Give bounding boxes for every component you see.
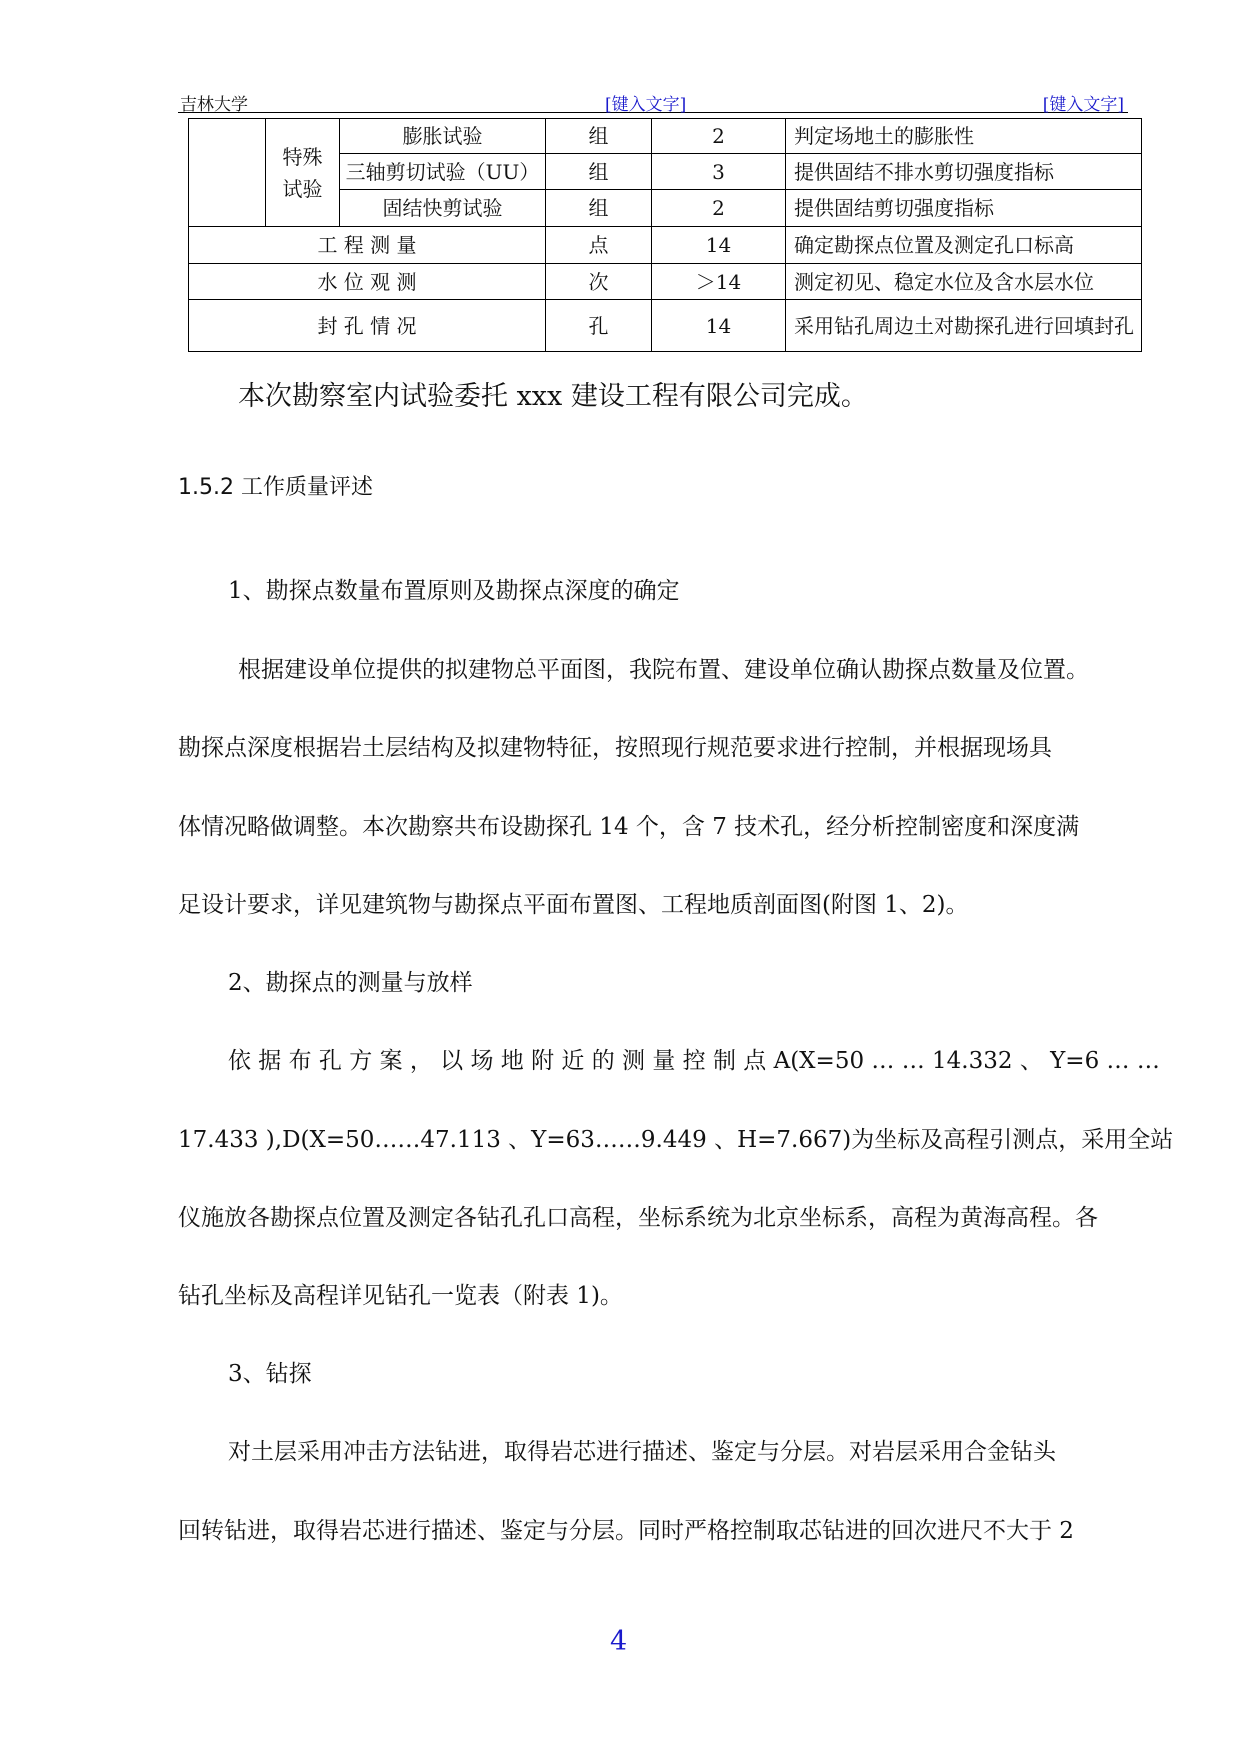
table-cell-purpose: 提供固结剪切强度指标 bbox=[786, 190, 1142, 227]
table-cell-purpose: 采用钻孔周边土对勘探孔进行回填封孔 bbox=[786, 300, 1142, 352]
paragraph-1-line-2: 勘探点深度根据岩土层结构及拟建物特征，按照现行规范要求进行控制，并根据现场具 bbox=[178, 735, 1052, 761]
subsection-heading-3: 3、钻探 bbox=[228, 1361, 312, 1387]
table-cell-item: 封 孔 情 况 bbox=[189, 300, 546, 352]
paragraph-1-line-3: 体情况略做调整。本次勘察共布设勘探孔 14 个，含 7 技术孔，经分析控制密度和深度满 bbox=[178, 814, 1080, 840]
table-cell-item: 水 位 观 测 bbox=[189, 264, 546, 300]
table-cell-unit: 组 bbox=[546, 190, 652, 227]
header-left-text: 吉林大学 bbox=[180, 95, 248, 115]
header-right-placeholder[interactable]: [键入文字] bbox=[1042, 95, 1124, 115]
paragraph-1-line-1: 根据建设单位提供的拟建物总平面图，我院布置、建设单位确认勘探点数量及位置。 bbox=[238, 657, 1089, 683]
paragraph-2-line-1: 依 据 布 孔 方 案 ， 以 场 地 附 近 的 测 量 控 制 点 A(X=50 … … 14.332 、 Y=6 … … bbox=[228, 1048, 1160, 1074]
table-cell-qty: 14 bbox=[652, 300, 786, 352]
page-number: 4 bbox=[610, 1626, 628, 1657]
subsection-heading-1: 1、勘探点数量布置原则及勘探点深度的确定 bbox=[228, 578, 680, 604]
table-cell-unit: 孔 bbox=[546, 300, 652, 352]
table-cell-unit: 点 bbox=[546, 227, 652, 264]
table-cell-item: 工 程 测 量 bbox=[189, 227, 546, 264]
table-cell-qty: 2 bbox=[652, 190, 786, 227]
table-cell-purpose: 提供固结不排水剪切强度指标 bbox=[786, 154, 1142, 190]
paragraph-2-line-4: 钻孔坐标及高程详见钻孔一览表（附表 1)。 bbox=[178, 1283, 623, 1309]
paragraph-1-line-4: 足设计要求，详见建筑物与勘探点平面布置图、工程地质剖面图(附图 1、2)。 bbox=[178, 892, 969, 918]
table-blank-category-cell bbox=[189, 119, 266, 227]
header-center-placeholder[interactable]: [键入文字] bbox=[605, 95, 687, 115]
paragraph-3-line-2: 回转钻进，取得岩芯进行描述、鉴定与分层。同时严格控制取芯钻进的回次进尺不大于 2 bbox=[178, 1518, 1074, 1544]
lab-test-note: 本次勘察室内试验委托 xxx 建设工程有限公司完成。 bbox=[238, 381, 868, 412]
page-header bbox=[178, 90, 1128, 113]
table-cell-unit: 次 bbox=[546, 264, 652, 300]
paragraph-3-line-1: 对土层采用冲击方法钻进，取得岩芯进行描述、鉴定与分层。对岩层采用合金钻头 bbox=[228, 1439, 1056, 1465]
table-cell-purpose: 测定初见、稳定水位及含水层水位 bbox=[786, 264, 1142, 300]
table-cell-item: 固结快剪试验 bbox=[340, 190, 546, 227]
survey-work-table bbox=[188, 118, 1142, 352]
table-cell-qty: 3 bbox=[652, 154, 786, 190]
table-cell-qty: ＞14 bbox=[652, 264, 786, 300]
paragraph-2-line-2: 17.433 ),D(X=50……47.113 、Y=63……9.449 、H=7.667)为坐标及高程引测点，采用全站 bbox=[178, 1127, 1174, 1153]
table-cell-unit: 组 bbox=[546, 119, 652, 154]
table-cell-unit: 组 bbox=[546, 154, 652, 190]
paragraph-2-line-3: 仪施放各勘探点位置及测定各钻孔孔口高程，坐标系统为北京坐标系，高程为黄海高程。各 bbox=[178, 1205, 1098, 1231]
table-cell-qty: 2 bbox=[652, 119, 786, 154]
subsection-heading-2: 2、勘探点的测量与放样 bbox=[228, 970, 473, 996]
section-title: 1.5.2 工作质量评述 bbox=[178, 475, 373, 500]
table-cell-item: 膨胀试验 bbox=[340, 119, 546, 154]
table-cell-purpose: 判定场地土的膨胀性 bbox=[786, 119, 1142, 154]
table-cell-purpose: 确定勘探点位置及测定孔口标高 bbox=[786, 227, 1142, 264]
special-test-category: 特殊 试验 bbox=[266, 119, 340, 227]
table-cell-item: 三轴剪切试验（UU） bbox=[340, 154, 546, 190]
table-cell-qty: 14 bbox=[652, 227, 786, 264]
